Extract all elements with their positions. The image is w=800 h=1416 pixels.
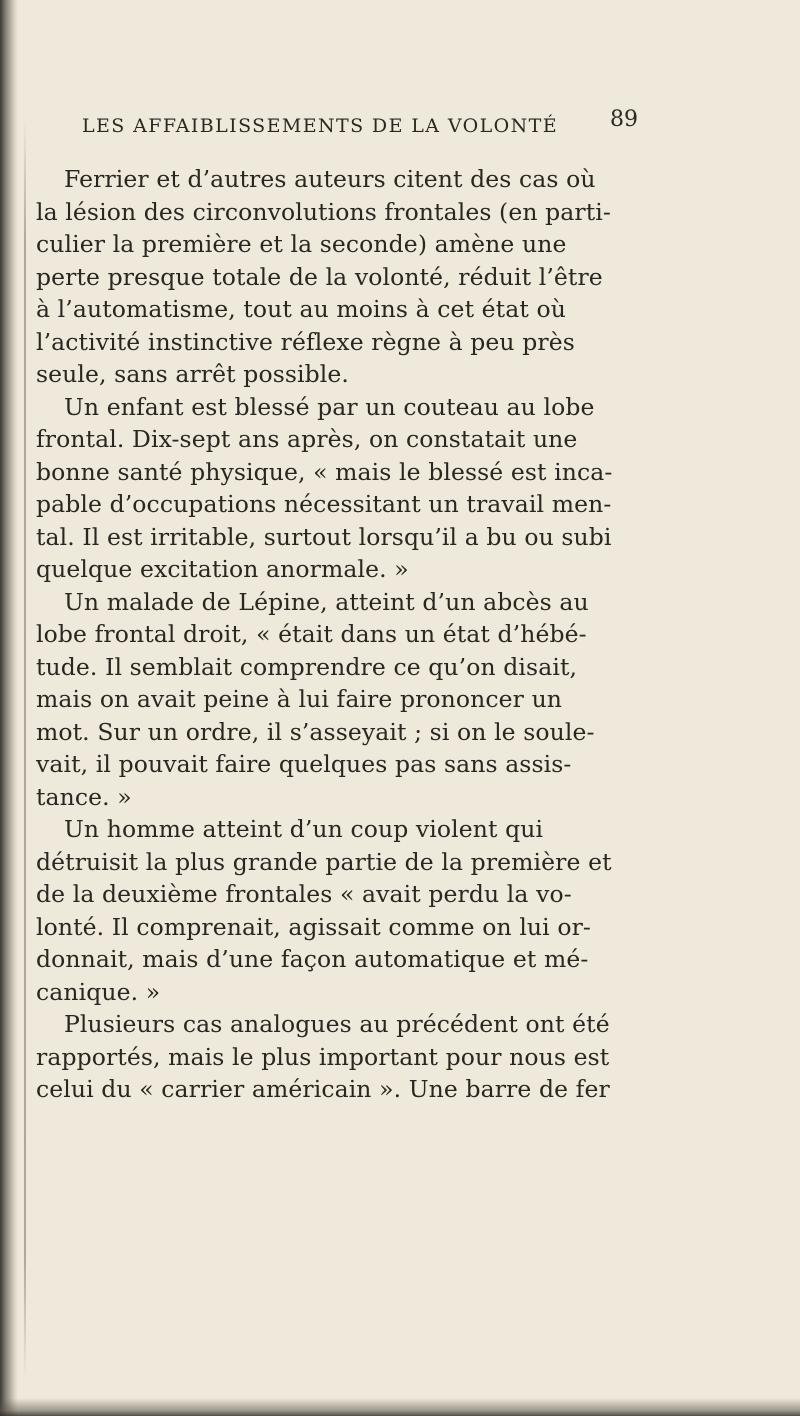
text-line: vait, il pouvait faire quelques pas sans assis- [36, 750, 572, 778]
text-line: pable d’occupations nécessitant un travail men- [36, 490, 612, 518]
text-line: tance. » [36, 782, 132, 811]
page-header [82, 101, 662, 145]
text-line: quelque excitation anormale. » [36, 555, 409, 583]
text-line: détruisit la plus grande partie de la première et [36, 847, 612, 876]
text-line: frontal. Dix-sept ans après, on constatait une [36, 425, 578, 453]
text-line: tal. Il est irritable, surtout lorsqu’il a bu ou subi [36, 522, 612, 551]
text-line: Un malade de Lépine, atteint d’un abcès au [64, 587, 589, 616]
body-text [36, 163, 658, 1106]
text-line: canique. » [36, 977, 161, 1006]
text-line: mot. Sur un ordre, il s’asseyait ; si on le soule- [36, 717, 595, 746]
text-line: Un enfant est blessé par un couteau au lobe [64, 392, 595, 421]
text-line: l’activité instinctive réflexe règne à peu près [36, 327, 575, 356]
binding-gutter [0, 0, 18, 1416]
page-bottom-edge [0, 1398, 800, 1416]
text-line: Ferrier et d’autres auteurs citent des cas où [64, 165, 596, 193]
text-line: tude. Il semblait comprendre ce qu’on disait, [36, 652, 578, 681]
text-line: lonté. Il comprenait, agissait comme on lui or- [36, 912, 591, 941]
text-line: culier la première et la seconde) amène une [36, 230, 567, 258]
page-number: 89 [610, 107, 638, 132]
text-line: à l’automatisme, tout au moins à cet état où [36, 295, 566, 323]
text-line: la lésion des circonvolutions frontales (en parti- [36, 197, 611, 226]
text-line: bonne santé physique, « mais le blessé est inca- [36, 457, 613, 486]
text-line: celui du « carrier américain ». Une barre de fer [36, 1075, 610, 1103]
text-line: donnait, mais d’une façon automatique et mé- [36, 945, 589, 973]
text-line: lobe frontal droit, « était dans un état d’hébé- [36, 620, 587, 648]
text-line: Plusieurs cas analogues au précédent ont été [64, 1010, 610, 1038]
text-line: perte presque totale de la volonté, réduit l’être [36, 262, 603, 291]
page-edge-shadow [24, 120, 26, 1380]
running-title: LES AFFAIBLISSEMENTS DE LA VOLONTÉ [82, 115, 558, 137]
text-line: de la deuxième frontales « avait perdu la vo- [36, 880, 572, 908]
text-line: Un homme atteint d’un coup violent qui [64, 815, 544, 843]
text-line: seule, sans arrêt possible. [36, 360, 349, 388]
text-line: rapportés, mais le plus important pour nous est [36, 1042, 610, 1071]
text-line: mais on avait peine à lui faire prononcer un [36, 685, 563, 713]
